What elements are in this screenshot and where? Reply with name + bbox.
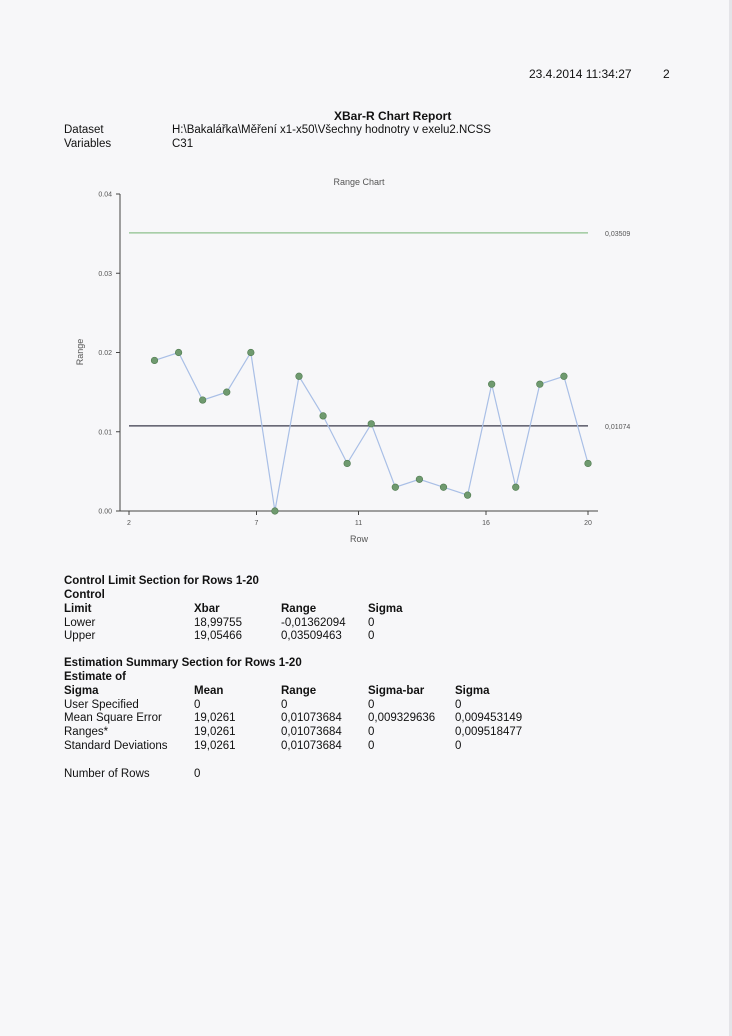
table-cell: 0: [455, 739, 462, 752]
x-tick-label: 7: [254, 520, 259, 527]
table-cell: 0,009329636: [368, 712, 436, 725]
table-cell: Upper: [64, 630, 96, 643]
range-data-point: [320, 413, 327, 420]
range-data-point: [151, 357, 158, 364]
estimation-header-line1: Estimate of: [64, 671, 126, 683]
x-tick-label: 11: [354, 520, 363, 527]
range-data-point: [537, 381, 544, 388]
table-cell: 0,01073684: [281, 739, 342, 752]
table-row: [64, 712, 545, 726]
range-data-point: [512, 484, 519, 491]
table-cell: 0: [368, 698, 375, 711]
variables-value: C31: [172, 138, 194, 150]
table-cell: -0,01362094: [281, 616, 346, 629]
y-tick-label: 0.02: [98, 350, 112, 357]
table-row: [64, 699, 545, 713]
x-tick-label: 20: [584, 520, 592, 527]
table-row: [64, 726, 545, 740]
y-tick-label: 0.04: [98, 191, 112, 199]
chart-title: Range Chart: [333, 177, 385, 187]
table-cell: 0,03509463: [281, 630, 342, 643]
table-header-row: [64, 603, 428, 617]
table-cell: 0: [368, 726, 375, 739]
center-line-label: 0,01074: [605, 423, 631, 431]
upper-control-limit-label: 0,03509: [605, 230, 631, 238]
x-tick-label: 2: [127, 520, 131, 527]
column-header: Sigma: [368, 602, 403, 615]
column-header: Mean: [194, 684, 224, 697]
column-header: Xbar: [194, 602, 220, 615]
table-cell: 0: [368, 630, 375, 643]
column-header: Sigma-bar: [368, 684, 425, 697]
x-tick-label: 16: [482, 520, 490, 527]
range-data-point: [199, 397, 206, 404]
table-cell: Standard Deviations: [64, 739, 168, 752]
control-limit-table: [64, 589, 428, 644]
dataset-label: Dataset: [64, 124, 104, 136]
column-header: Range: [281, 684, 317, 697]
range-data-point: [488, 381, 495, 388]
range-data-point: [344, 460, 351, 467]
table-cell: Ranges*: [64, 726, 109, 739]
table-header-row: [64, 685, 545, 699]
table-row: [64, 617, 428, 631]
table-cell: 19,0261: [194, 712, 236, 725]
column-header: Sigma: [455, 684, 490, 697]
y-tick-label: 0.00: [98, 508, 112, 516]
column-header: Sigma: [64, 684, 99, 697]
y-axis-label: Range: [75, 338, 85, 366]
column-header: Range: [281, 602, 317, 615]
table-cell: 0,009518477: [455, 726, 523, 739]
estimation-section-title: Estimation Summary Section for Rows 1-20: [64, 657, 302, 669]
y-tick-label: 0.03: [98, 270, 112, 278]
control-limit-section-title: Control Limit Section for Rows 1-20: [64, 575, 259, 587]
number-of-rows-label: Number of Rows: [64, 768, 150, 780]
page-number: 2: [663, 67, 670, 81]
range-data-point: [248, 349, 255, 356]
range-data-point: [464, 492, 471, 499]
report-title: XBar-R Chart Report: [334, 109, 452, 123]
range-data-point: [175, 349, 182, 356]
table-cell: Lower: [64, 616, 96, 629]
table-cell: 19,05466: [194, 630, 242, 643]
table-cell: 19,0261: [194, 739, 236, 752]
range-series-line: [155, 353, 589, 512]
range-data-point: [561, 373, 568, 380]
range-data-point: [368, 421, 375, 428]
table-cell: 0,009453149: [455, 712, 523, 725]
table-cell: 0: [194, 698, 201, 711]
range-data-point: [272, 508, 279, 515]
table-cell: 19,0261: [194, 726, 236, 739]
table-cell: 0,01073684: [281, 726, 342, 739]
dataset-value: H:\Bakalářka\Měření x1-x50\Všechny hodnotry v exelu2.NCSS: [172, 124, 491, 136]
table-cell: 0: [455, 698, 462, 711]
table-row: [64, 630, 428, 644]
estimation-table: [64, 671, 545, 754]
table-row: [64, 740, 545, 754]
y-tick-label: 0.01: [98, 429, 112, 437]
range-data-point: [585, 460, 592, 467]
table-cell: 0,01073684: [281, 712, 342, 725]
print-datetime: 23.4.2014 11:34:27: [529, 67, 632, 81]
table-cell: User Specified: [64, 698, 139, 711]
table-cell: 0: [368, 616, 375, 629]
table-cell: 0: [281, 698, 288, 711]
number-of-rows-value: 0: [194, 768, 201, 780]
range-data-point: [392, 484, 399, 491]
range-data-point: [296, 373, 303, 380]
column-header: Limit: [64, 602, 92, 615]
range-data-point: [223, 389, 230, 396]
range-data-point: [416, 476, 423, 483]
table-cell: Mean Square Error: [64, 712, 162, 725]
range-data-point: [440, 484, 447, 491]
x-axis-label: Row: [349, 534, 369, 544]
table-cell: 0: [368, 739, 375, 752]
control-limit-header-line1: Control: [64, 589, 105, 601]
table-cell: 18,99755: [194, 616, 242, 629]
variables-label: Variables: [64, 138, 112, 150]
